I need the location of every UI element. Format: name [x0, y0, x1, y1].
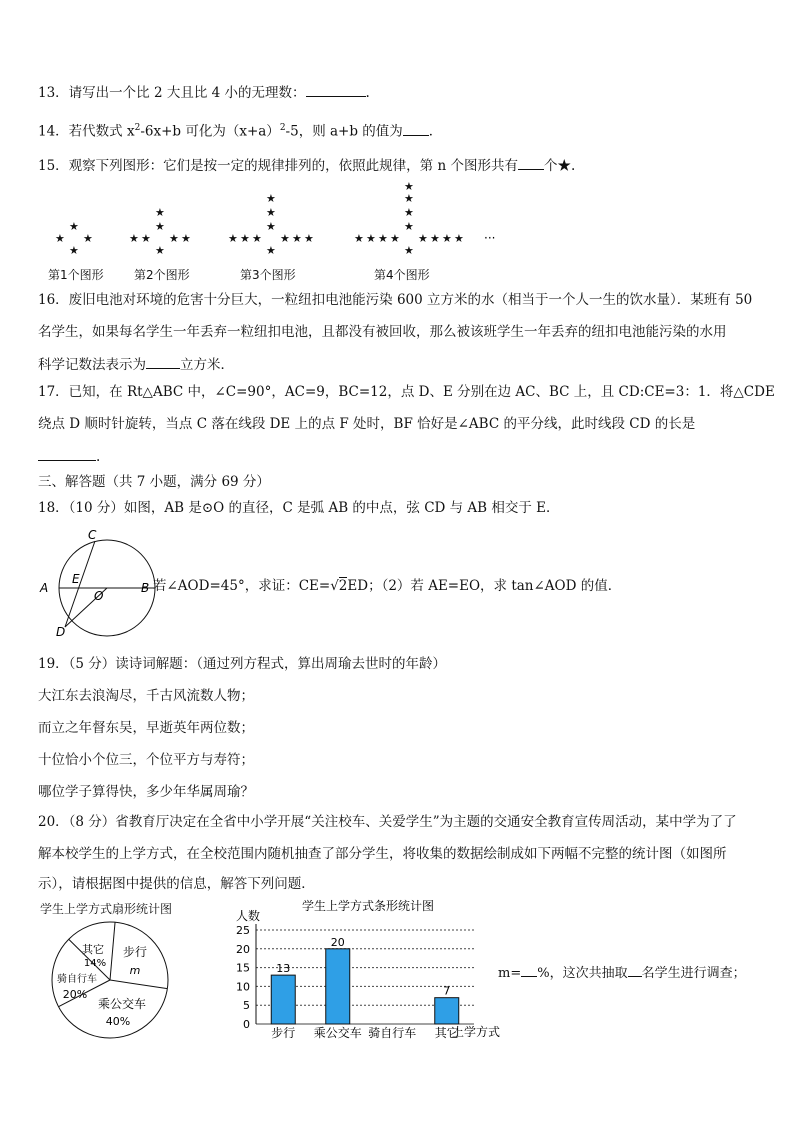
question-14: 14．若代数式 $x^2-6x+b$ 可化为$(x+a)^2-5$，则 a+b 的值为 ． — [38, 118, 442, 142]
svg-text:★: ★ — [83, 232, 93, 245]
svg-text:★: ★ — [129, 232, 139, 245]
question-20-line1: 20．（8 分）省教育厅决定在全省中小学开展“关注校车、关爱学生”为主题的交通安全教育宣传周活动，某中学为了了 — [38, 814, 737, 830]
q13-text: 13．请写出一个比 2 大且比 4 小的无理数： — [38, 85, 306, 101]
bar-3 — [435, 998, 459, 1024]
pie-label-bus: 乘公交车 — [97, 997, 147, 1011]
q16-answer-blank[interactable] — [146, 354, 180, 369]
svg-text:★: ★ — [442, 232, 452, 245]
question-16-line1: 16．废旧电池对环境的危害十分巨大，一粒纽扣电池能污染 600 立方米的水（相当于一个人一生的饮水量）．某班有 50 — [38, 292, 753, 308]
pie-label-walk: 步行 — [122, 945, 148, 959]
svg-text:★: ★ — [454, 232, 464, 245]
poem-line-2: 而立之年督东吴，早逝英年两位数； — [38, 720, 254, 736]
circle-figure — [36, 524, 156, 642]
y-tick-label: 5 — [243, 999, 250, 1013]
pie-value-walk: m — [129, 964, 141, 977]
bar-0 — [271, 975, 295, 1024]
x-tick-label: 其它 — [434, 1026, 459, 1040]
y-tick-label: 20 — [236, 942, 250, 956]
svg-text:★: ★ — [292, 232, 302, 245]
q20-m-blank[interactable] — [521, 962, 537, 977]
label-A: A — [40, 581, 49, 595]
svg-text:★: ★ — [404, 244, 414, 257]
question-19-line1: 19．（5 分）读诗词解题：（通过列方程式，算出周瑜去世时的年龄） — [38, 656, 447, 672]
q17-answer-blank[interactable] — [38, 446, 96, 461]
svg-text:★: ★ — [155, 206, 165, 219]
svg-text:★: ★ — [155, 244, 165, 257]
label-D: D — [56, 625, 66, 639]
question-18-line1: 18．（10 分）如图，AB 是⊙O 的直径，C 是弧 AB 的中点，弦 CD 与 AB 相交于 E． — [38, 500, 560, 516]
svg-text:★: ★ — [181, 232, 191, 245]
label-O: O — [94, 589, 104, 603]
q20-count-blank[interactable] — [628, 962, 642, 977]
svg-text:★: ★ — [304, 232, 314, 245]
bar-data-label: 7 — [443, 984, 451, 998]
x-tick-label: 乘公交车 — [313, 1026, 362, 1040]
svg-text:★: ★ — [378, 232, 388, 245]
q15-answer-blank[interactable] — [518, 155, 544, 170]
y-tick-label: 25 — [236, 924, 250, 937]
question-17-line2: 绕点 D 顺时针旋转，当点 C 落在线段 DE 上的点 F 处时，BF 恰好是∠ABC 的平分线，此时线段 CD 的长是 — [38, 416, 696, 432]
svg-text:★: ★ — [266, 206, 276, 219]
q14-answer-blank[interactable] — [403, 121, 429, 136]
svg-text:★: ★ — [280, 232, 290, 245]
pie-chart — [40, 920, 180, 1040]
poem-line-1: 大江东去浪淘尽，千古风流数人物； — [38, 688, 254, 704]
y-tick-label: 0 — [243, 1018, 250, 1031]
figure-caption-3: 第3个图形 — [240, 268, 296, 282]
svg-text:★: ★ — [141, 232, 151, 245]
svg-text:★: ★ — [240, 232, 250, 245]
poem-line-3: 十位恰小个位三，个位平方与寿符； — [38, 752, 254, 768]
figure-caption-1: 第1个图形 — [48, 268, 104, 282]
svg-text:★: ★ — [266, 244, 276, 257]
question-17-line1: 17．已知，在 Rt△ABC 中，∠C=90°，AC=9，BC=12，点 D、E 分别在边 AC、BC 上，且 CD:CE=3：1．将△CDE — [38, 384, 775, 400]
question-17-line3: . — [38, 446, 100, 467]
pie-value-bike: 20% — [62, 988, 88, 1001]
pattern-ellipsis: ··· — [484, 231, 496, 245]
sqrt-symbol: √2 — [330, 578, 348, 594]
svg-text:★: ★ — [390, 232, 400, 245]
label-E: E — [72, 572, 80, 586]
svg-text:★: ★ — [169, 232, 179, 245]
x-tick-label: 步行 — [271, 1026, 296, 1040]
figure-caption-4: 第4个图形 — [374, 268, 430, 282]
label-B: B — [141, 581, 150, 595]
svg-text:★: ★ — [404, 206, 414, 219]
bar-data-label: 20 — [330, 935, 345, 949]
pie-slice-boundary-0 — [110, 922, 115, 980]
label-C: C — [88, 528, 97, 542]
bar-chart-ylabel: 人数 — [236, 909, 261, 923]
svg-text:★: ★ — [354, 232, 364, 245]
section-3-heading: 三、解答题（共 7 小题，满分 69 分） — [38, 474, 270, 490]
svg-text:★: ★ — [252, 232, 262, 245]
question-16-line3: 科学记数法表示为 立方米． — [38, 354, 234, 375]
question-13: 13．请写出一个比 2 大且比 4 小的无理数： . — [38, 82, 370, 103]
poem-line-4: 哪位学子算得快，多少年华属周瑜？ — [38, 784, 254, 800]
pie-slice-boundary-1 — [110, 980, 167, 989]
pie-chart-title: 学生上学方式扇形统计图 — [40, 902, 173, 916]
star-pattern-figure — [40, 178, 520, 263]
bar-1 — [326, 949, 350, 1024]
svg-text:★: ★ — [155, 220, 165, 233]
svg-text:★: ★ — [55, 232, 65, 245]
svg-text:★: ★ — [228, 232, 238, 245]
bar-chart-xlabel: 上学方式 — [451, 1025, 501, 1039]
bar-data-label: 13 — [276, 962, 291, 976]
question-20-part1: m= %，这次共抽取 名学生进行调查； — [498, 962, 746, 984]
svg-text:★: ★ — [266, 192, 276, 205]
svg-text:★: ★ — [69, 220, 79, 233]
svg-text:★: ★ — [418, 232, 428, 245]
svg-text:★: ★ — [404, 220, 414, 233]
svg-text:★: ★ — [69, 244, 79, 257]
bar-chart-title: 学生上学方式条形统计图 — [301, 899, 435, 913]
question-18-line2: 若∠AOD=45°，求证：CE=√2ED；（2）若 AE=EO，求 tan∠AOD 的值． — [153, 578, 622, 594]
y-tick-label: 15 — [236, 961, 250, 975]
pie-label-bike: 骑自行车 — [57, 974, 97, 985]
svg-text:★: ★ — [266, 220, 276, 233]
svg-text:★: ★ — [404, 192, 414, 205]
question-20-line2: 解本校学生的上学方式，在全校范围内随机抽查了部分学生，将收集的数据绘制成如下两幅不完整的统计图（如图所 — [38, 846, 727, 862]
y-tick-label: 10 — [236, 980, 250, 994]
x-tick-label: 骑自行车 — [368, 1026, 417, 1040]
pie-value-bus: 40% — [105, 1015, 131, 1028]
question-15: 15．观察下列图形：它们是按一定的规律排列的，依照此规律，第 n 个图形共有 个★. — [38, 155, 575, 176]
svg-text:★: ★ — [404, 180, 414, 193]
bar-chart — [228, 896, 503, 1046]
question-20-line3: 示），请根据图中提供的信息，解答下列问题． — [38, 876, 315, 892]
question-16-line2: 名学生，如果每名学生一年丢弃一粒纽扣电池，且都没有被回收，那么被该班学生一年丢弃的纽扣电池能污染的水用 — [38, 324, 727, 340]
svg-text:★: ★ — [430, 232, 440, 245]
pie-value-other: 14% — [83, 958, 107, 969]
figure-caption-2: 第2个图形 — [134, 268, 190, 282]
q13-answer-blank[interactable] — [306, 82, 366, 97]
pie-label-other: 其它 — [82, 943, 104, 956]
svg-text:★: ★ — [366, 232, 376, 245]
